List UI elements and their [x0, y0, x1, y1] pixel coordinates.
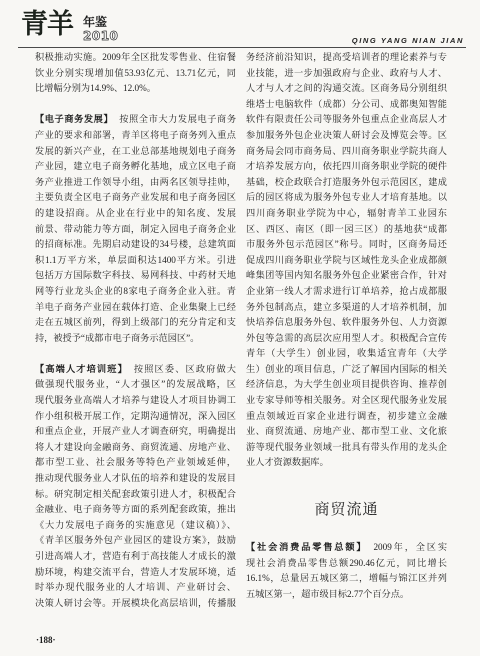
- paragraph-continuation: [35, 50, 236, 97]
- running-title: QING YANG NIAN JIAN: [351, 36, 464, 45]
- text-line: 产业的要求和部署，青羊区将电子商务列入重点: [35, 129, 236, 140]
- text-line: 发展的新兴产业，在工业总部基地规划电子商务: [35, 145, 236, 156]
- text-line: 业人才资源数据库。: [246, 457, 329, 468]
- text-line: 商务局会同市商务局、四川商务职业学院共商人: [246, 145, 447, 156]
- text-line: 后的园区将成为服务外包专业人才培育基地。以: [246, 192, 447, 203]
- text-line: 网等行业龙头企业的8家电子商务企业入驻。青: [35, 285, 236, 296]
- text-line: 《大力发展电子商务的实施意见（建议稿）》、: [35, 519, 236, 530]
- text-line: 快培养信息服务外包、软件服务外包、人力资源: [246, 317, 447, 328]
- text-line: 五城区第一，超市级目标2.77个百分点。: [246, 588, 410, 599]
- left-column: [35, 50, 236, 611]
- text-line: [35, 362, 236, 378]
- text-line: 青年（大学生）创业园，收集适宜青年（大学: [246, 348, 447, 359]
- text-line: 重点领域近百家企业进行调查，初步建立金融: [246, 410, 447, 421]
- text-line: 业、商贸流通、房地产业、都市型工业、文化旅: [246, 426, 447, 437]
- text-line: 业专家导师等相关服务。对全区现代服务业发展: [246, 395, 447, 406]
- text-line: 标。研究制定相关配套政策引进人才，积极配合: [35, 488, 236, 499]
- text-line: 才培养发展方向，依托四川商务职业学院的硬件: [246, 161, 447, 172]
- text-line: 前景、带动能力等方面，制定入园电子商务企业: [35, 223, 236, 234]
- text-line-body: 按照全市大力发展电子商务: [119, 114, 236, 125]
- text-line: 产业园，建立电子商务孵化基地，成立区电子商: [35, 161, 236, 172]
- text-line: 积极推动实施。2009年全区批发零售业、住宿餐: [35, 52, 236, 62]
- text-line: [35, 112, 236, 128]
- text-line: 将人才建设向金融商务、商贸流通、房地产业、: [35, 441, 236, 452]
- text-line: 走在五城区前列，得到上级部门的充分肯定和支: [35, 317, 236, 328]
- text-line: 《青羊区服务外包产业园区的建设方案》，鼓励: [35, 535, 236, 546]
- text-line: 参加服务外包企业决策人研讨会及博览会等。区: [246, 129, 447, 140]
- yearbook-logo: 青羊: [21, 9, 73, 40]
- text-line: 包括万方国际数字科技、易网科技、中药材天地: [35, 270, 236, 281]
- text-line: 金融业、电子商务等方面的系列配套政策，推出: [35, 504, 236, 515]
- page-number: ·188·: [36, 635, 56, 645]
- text-line: 市服务外包示范园区”称号。同时，区商务局还: [246, 239, 447, 250]
- text-line: 务外包制高点，建立多渠道的人才培养机制，加: [246, 301, 447, 312]
- text-line: 基础，校企政联合打造服务外包示范园区，建成: [246, 176, 447, 187]
- text-line: 羊电子商务产业园在载体打造、企业集聚上已经: [35, 301, 236, 312]
- text-line: 的建设招商。从企业在行业中的知名度、发展: [35, 207, 236, 218]
- paragraph-heading: 【社会消费品零售总额】: [246, 542, 368, 554]
- text-line: 务产业推进工作领导小组，由两名区领导挂帅，: [35, 176, 236, 187]
- text-line-body: 按照区委、区政府做大: [133, 363, 236, 374]
- section-title: 商贸流通: [314, 500, 379, 519]
- yearbook-logo-year: 2010: [83, 29, 119, 43]
- paragraph-high-end-talent-training: [35, 362, 236, 612]
- text-line: 推动现代服务业人才队伍的培养和建设的发展目: [35, 473, 236, 484]
- text-line: 软件有限责任公司等服务外包重点企业高层人才: [246, 114, 447, 125]
- text-line: 积1.1万平方米，单层面积达1400平方米。引进: [35, 254, 236, 265]
- right-column: [246, 50, 447, 602]
- text-line: [246, 540, 447, 556]
- text-line: 务经济前沿知识，提高受培训者的理论素养与专: [246, 52, 447, 62]
- text-line: 促成四川商务职业学院与区域性龙头企业成都颜: [246, 254, 447, 265]
- text-line: 主要负责全区电子商务产业发展和电子商务园区: [35, 192, 236, 203]
- text-line: 和重点企业，开展产业人才调查研究，明确提出: [35, 426, 236, 437]
- text-line: 做强现代服务业，“人才强区”的发展战略，区: [35, 379, 236, 390]
- text-line: 决策人研讨会等。开展模块化高层培训，传播服: [35, 597, 236, 608]
- text-line: 游等现代服务业领域一批具有带头作用的龙头企: [246, 441, 447, 452]
- text-line: 生）创业的项目信息，广泛了解国内国际的相关: [246, 363, 447, 374]
- paragraph-e-commerce-development: [35, 112, 236, 346]
- paragraph-heading: 【高端人才培训班】: [35, 363, 128, 375]
- yearbook-logo-subtitle: 年鉴: [83, 15, 108, 29]
- text-line: 比增幅分别为14.9%、12.0%。: [35, 83, 156, 94]
- paragraph-retail-sales-total: [246, 540, 447, 602]
- text-line: 峰集团等国内知名服务外包企业紧密合作，针对: [246, 270, 447, 281]
- paragraph-heading: 【电子商务发展】: [35, 114, 114, 126]
- text-line: 饮业分别实现增加值53.93亿元、13.71亿元，同: [35, 67, 236, 78]
- text-line: 16.1%，总量居五城区第二，增幅与锦江区并列: [246, 573, 447, 584]
- text-line: 都市型工业、社会服务等特色产业领域延伸，: [35, 457, 236, 468]
- text-line: 业技能，进一步加强政府与企业、政府与人才、: [246, 67, 447, 78]
- text-line: 维塔士电脑软件（成都）分公司、成都奥知智能: [246, 98, 447, 109]
- text-line: 现代服务业高端人才培养与建设人才项目协调工: [35, 395, 236, 406]
- text-line: 现社会消费品零售总额290.46亿元，同比增长: [246, 557, 447, 568]
- text-line: 企业第一线人才需求进行订单培养，抢占成都服: [246, 285, 447, 296]
- text-line: 外包等急需的高层次应用型人才。积极配合宣传: [246, 332, 447, 343]
- text-line: 励环境，构建交流平台，营造人才发展环境，适: [35, 566, 236, 577]
- text-line: 区、西区、南区（即一园三区）的基地获“成都: [246, 223, 447, 234]
- text-line: 人才与人才之间的沟通交流。区商务局分别组织: [246, 83, 447, 94]
- text-line: 时举办现代服务业的人才培训、产业研讨会、: [35, 582, 236, 593]
- text-line: 引进高端人才，营造有利于高技能人才成长的激: [35, 551, 236, 561]
- text-line: 作小组积极开展工作，定期沟通情况，深入园区: [35, 410, 236, 421]
- text-line: 四川商务职业学院为中心，辐射青羊工业园东: [246, 207, 447, 218]
- text-line-body: 2009年，全区实: [373, 542, 447, 553]
- text-line: 的招商标准。先期启动建设的34号楼，总建筑面: [35, 239, 236, 250]
- text-line: 经济信息，为大学生创业项目提供咨询、推荐创: [246, 379, 447, 390]
- text-line: 持，被授予“成都市电子商务示范园区”。: [35, 332, 200, 343]
- header-rule: [18, 47, 466, 48]
- paragraph-high-end-talent-training-continued: [246, 50, 447, 471]
